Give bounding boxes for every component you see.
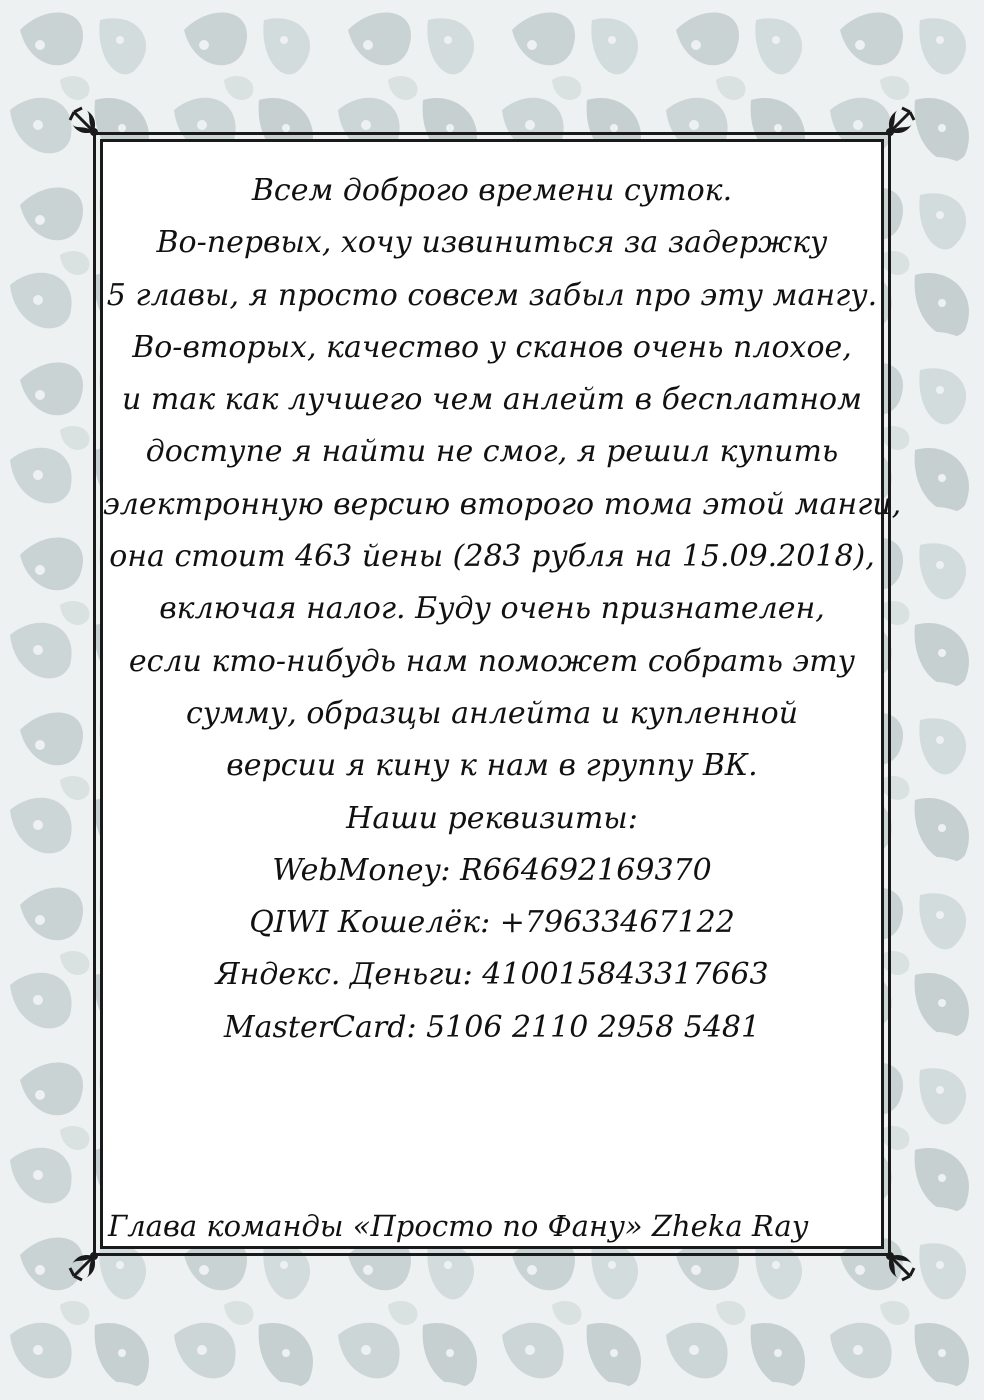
signature-line: Глава команды «Просто по Фану» Zheka Ray (108, 1209, 809, 1243)
letter-line: Во-вторых, качество у сканов очень плохое, (132, 329, 852, 365)
fleur-corner-ornament-icon (862, 104, 918, 160)
letter-body (103, 165, 902, 1054)
yandex-money-details: Яндекс. Деньги: 410015843317663 (215, 957, 769, 993)
letter-line: доступе я найти не смог, я решил купить (145, 434, 839, 470)
letter-line: если кто-нибудь нам поможет собрать эту (128, 643, 856, 679)
letter-line: Всем доброго времени суток. (251, 173, 733, 208)
letter-line: включая налог. Буду очень признателен, (159, 591, 825, 627)
letter-line: Во-первых, хочу извиниться за задержку (156, 225, 828, 261)
letter-line: и так как лучшего чем анлейт в бесплатном (122, 382, 862, 418)
letter-line: электронную версию второго тома этой манги, (103, 486, 902, 522)
letter-line: сумму, образцы анлейта и купленной (185, 695, 799, 731)
qiwi-details: QIWI Кошелёк: +79633467122 (249, 905, 735, 941)
letter-line: версии я кину к нам в группу ВК. (226, 748, 758, 784)
letter-line: 5 главы, я просто совсем забыл про эту мангу. (106, 277, 878, 313)
payment-heading: Наши реквизиты: (346, 800, 638, 836)
mastercard-details: MasterCard: 5106 2110 2958 5481 (223, 1009, 761, 1045)
fleur-corner-ornament-icon (66, 104, 122, 160)
webmoney-details: WebMoney: R664692169370 (272, 852, 712, 888)
fleur-corner-ornament-icon (862, 1228, 918, 1284)
letter-line: она стоит 463 йены (283 рубля на 15.09.2018), (109, 539, 875, 575)
